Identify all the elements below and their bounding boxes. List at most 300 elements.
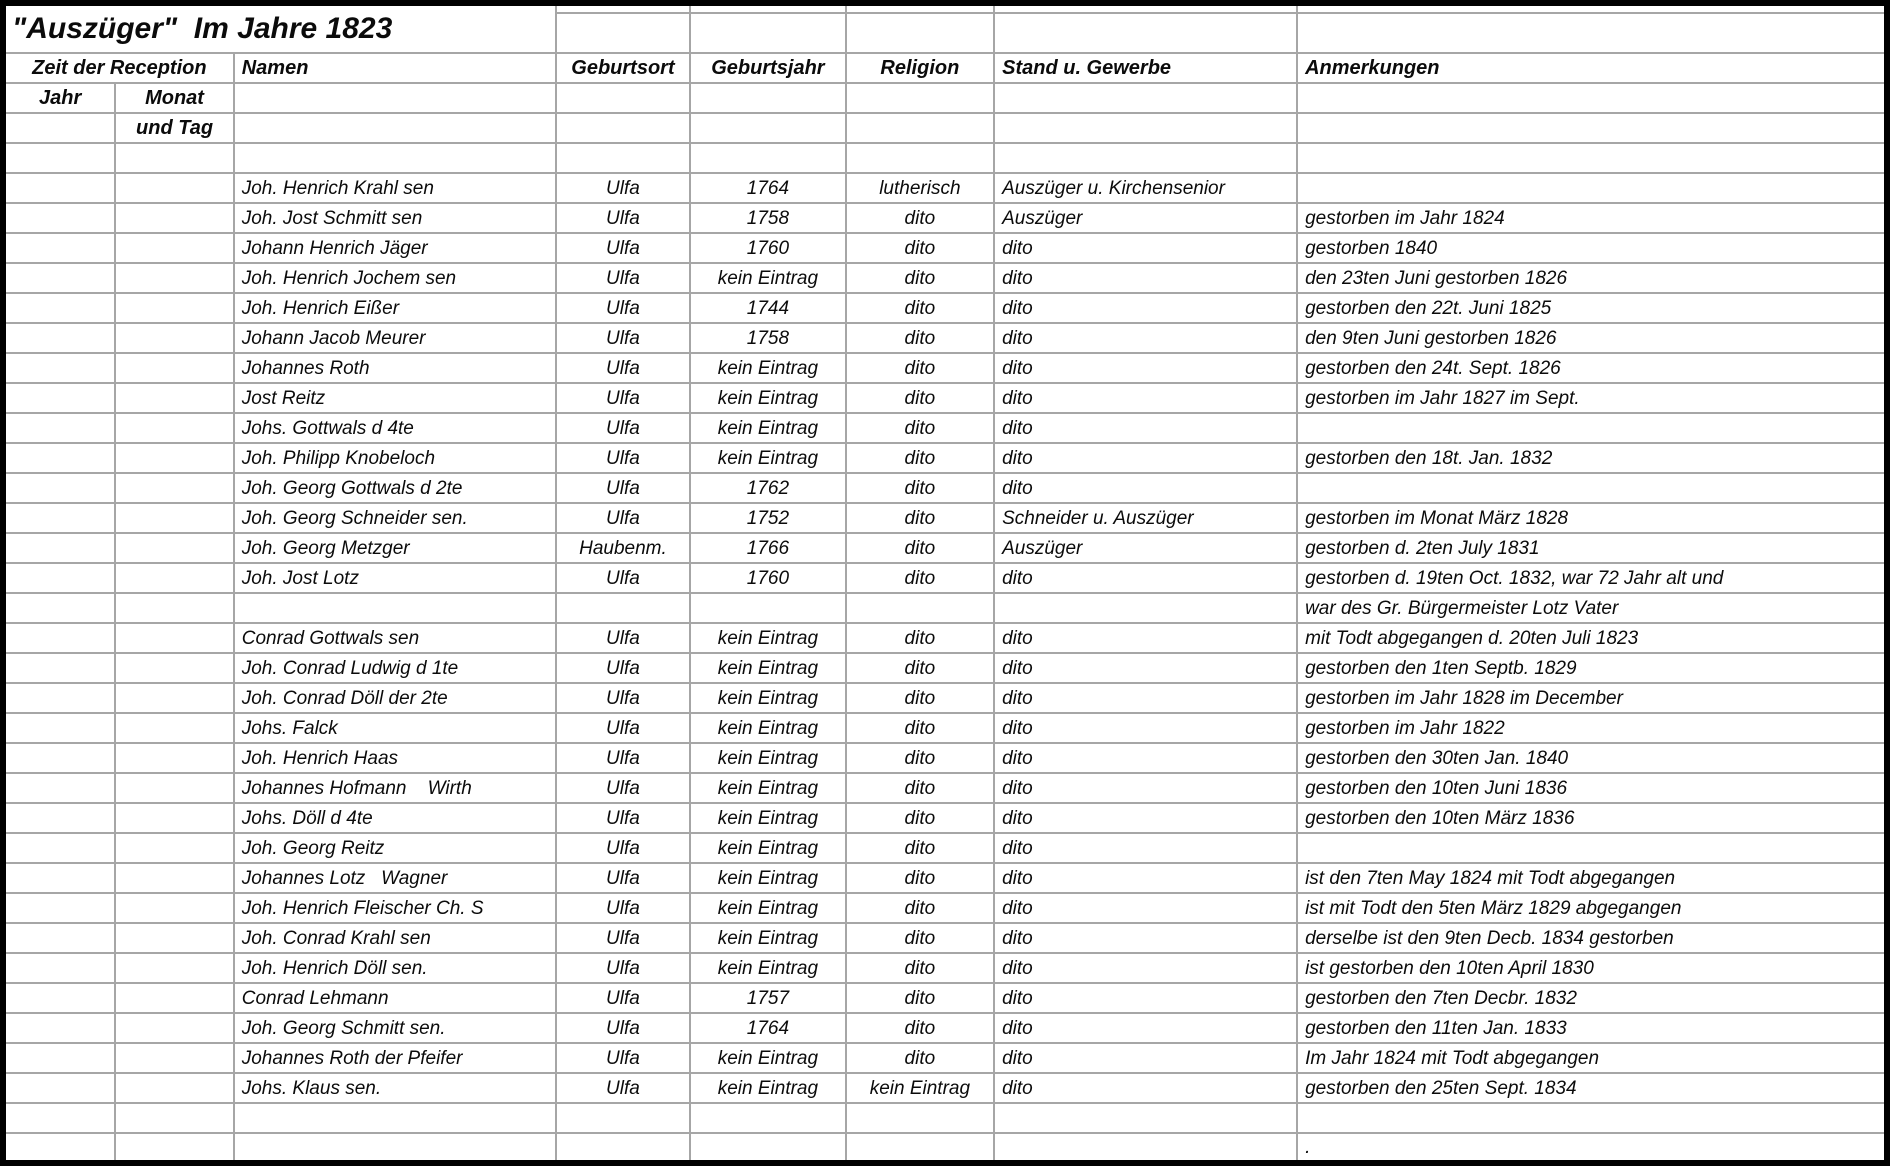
cell-geburtsjahr: kein Eintrag bbox=[690, 653, 845, 683]
cell-geburtsort: Ulfa bbox=[556, 713, 690, 743]
cell-stand-u-gewerbe: dito bbox=[994, 683, 1297, 713]
cell-jahr bbox=[3, 953, 115, 983]
cell-namen: Joh. Georg Gottwals d 2te bbox=[234, 473, 556, 503]
table-row bbox=[3, 323, 1887, 353]
cell-religion: dito bbox=[846, 1043, 994, 1073]
table-row bbox=[3, 653, 1887, 683]
cell-geburtsort: Ulfa bbox=[556, 623, 690, 653]
cell-namen: Joh. Jost Lotz bbox=[234, 563, 556, 593]
cell-religion: dito bbox=[846, 203, 994, 233]
spacer-row bbox=[3, 143, 1887, 173]
cell-jahr bbox=[3, 1103, 115, 1133]
cell-anmerkungen: gestorben den 10ten März 1836 bbox=[1297, 803, 1887, 833]
cell-jahr bbox=[3, 293, 115, 323]
cell-geburtsjahr bbox=[690, 1103, 845, 1133]
cell-anmerkungen: gestorben den 22t. Juni 1825 bbox=[1297, 293, 1887, 323]
cell-geburtsort: Ulfa bbox=[556, 353, 690, 383]
cell-anmerkungen: gestorben d. 2ten July 1831 bbox=[1297, 533, 1887, 563]
column-header-zeit-der-reception: Zeit der Reception bbox=[3, 53, 234, 83]
cell-geburtsjahr: 1764 bbox=[690, 1013, 845, 1043]
cell-geburtsort: Ulfa bbox=[556, 203, 690, 233]
cell-jahr bbox=[3, 923, 115, 953]
cell-stand-u-gewerbe: dito bbox=[994, 1073, 1297, 1103]
cell-geburtsjahr: kein Eintrag bbox=[690, 953, 845, 983]
cell-namen: Johannes Roth der Pfeifer bbox=[234, 1043, 556, 1073]
cell-religion: dito bbox=[846, 293, 994, 323]
cell-anmerkungen: gestorben im Jahr 1822 bbox=[1297, 713, 1887, 743]
cell-geburtsort: Ulfa bbox=[556, 863, 690, 893]
cell-geburtsjahr bbox=[690, 1133, 845, 1163]
cell-stand-u-gewerbe: dito bbox=[994, 323, 1297, 353]
cell-geburtsort: Ulfa bbox=[556, 953, 690, 983]
cell-geburtsort: Ulfa bbox=[556, 743, 690, 773]
cell-anmerkungen: den 23ten Juni gestorben 1826 bbox=[1297, 263, 1887, 293]
cell-anmerkungen bbox=[1297, 473, 1887, 503]
table-row bbox=[3, 923, 1887, 953]
cell-stand-u-gewerbe: Schneider u. Auszüger bbox=[994, 503, 1297, 533]
cell-religion: dito bbox=[846, 623, 994, 653]
cell-namen: Joh. Georg Schmitt sen. bbox=[234, 1013, 556, 1043]
table-row bbox=[3, 803, 1887, 833]
cell-religion: dito bbox=[846, 263, 994, 293]
sheet-title: "Auszüger" Im Jahre 1823 bbox=[3, 3, 556, 53]
cell-religion: dito bbox=[846, 953, 994, 983]
cell-geburtsjahr: kein Eintrag bbox=[690, 743, 845, 773]
cell-namen: Johann Henrich Jäger bbox=[234, 233, 556, 263]
cell-monat-und-tag bbox=[115, 863, 233, 893]
cell-geburtsjahr: 1760 bbox=[690, 233, 845, 263]
cell-stand-u-gewerbe: dito bbox=[994, 863, 1297, 893]
cell-religion: dito bbox=[846, 833, 994, 863]
cell-monat-und-tag bbox=[115, 983, 233, 1013]
cell-religion: dito bbox=[846, 923, 994, 953]
cell-geburtsjahr: kein Eintrag bbox=[690, 893, 845, 923]
cell-jahr bbox=[3, 173, 115, 203]
table-row bbox=[3, 263, 1887, 293]
cell-geburtsort: Ulfa bbox=[556, 653, 690, 683]
cell-monat-und-tag bbox=[115, 593, 233, 623]
cell-geburtsjahr: kein Eintrag bbox=[690, 1043, 845, 1073]
cell-monat-und-tag bbox=[115, 443, 233, 473]
cell-monat-und-tag bbox=[115, 773, 233, 803]
cell-geburtsjahr: 1766 bbox=[690, 533, 845, 563]
cell-jahr bbox=[3, 833, 115, 863]
cell-stand-u-gewerbe: dito bbox=[994, 563, 1297, 593]
column-header-row bbox=[3, 53, 1887, 83]
cell-geburtsort: Ulfa bbox=[556, 263, 690, 293]
cell-religion: dito bbox=[846, 533, 994, 563]
cell-geburtsort: Ulfa bbox=[556, 923, 690, 953]
column-header-geburtsort: Geburtsort bbox=[556, 53, 690, 83]
subheader-row-jahr-monat bbox=[3, 83, 1887, 113]
empty-cell bbox=[994, 3, 1297, 13]
empty-cell bbox=[115, 143, 233, 173]
cell-geburtsjahr: kein Eintrag bbox=[690, 713, 845, 743]
cell-religion: dito bbox=[846, 773, 994, 803]
empty-cell bbox=[690, 143, 845, 173]
cell-namen bbox=[234, 593, 556, 623]
cell-namen: Johannes Lotz Wagner bbox=[234, 863, 556, 893]
cell-jahr bbox=[3, 623, 115, 653]
empty-cell bbox=[234, 143, 556, 173]
cell-namen: Joh. Georg Metzger bbox=[234, 533, 556, 563]
cell-geburtsort: Ulfa bbox=[556, 803, 690, 833]
cell-monat-und-tag bbox=[115, 923, 233, 953]
cell-stand-u-gewerbe: dito bbox=[994, 833, 1297, 863]
table-row bbox=[3, 1133, 1887, 1163]
cell-geburtsjahr: kein Eintrag bbox=[690, 623, 845, 653]
cell-anmerkungen: Im Jahr 1824 mit Todt abgegangen bbox=[1297, 1043, 1887, 1073]
table-row bbox=[3, 413, 1887, 443]
cell-monat-und-tag bbox=[115, 1103, 233, 1133]
cell-geburtsort: Ulfa bbox=[556, 683, 690, 713]
cell-geburtsjahr: kein Eintrag bbox=[690, 863, 845, 893]
cell-jahr bbox=[3, 563, 115, 593]
table-body bbox=[3, 173, 1887, 1163]
cell-geburtsjahr: 1760 bbox=[690, 563, 845, 593]
cell-monat-und-tag bbox=[115, 383, 233, 413]
cell-monat-und-tag bbox=[115, 503, 233, 533]
cell-geburtsjahr: kein Eintrag bbox=[690, 413, 845, 443]
cell-anmerkungen bbox=[1297, 833, 1887, 863]
cell-stand-u-gewerbe: dito bbox=[994, 713, 1297, 743]
cell-stand-u-gewerbe: dito bbox=[994, 893, 1297, 923]
cell-anmerkungen: gestorben den 18t. Jan. 1832 bbox=[1297, 443, 1887, 473]
cell-namen: Joh. Henrich Jochem sen bbox=[234, 263, 556, 293]
table-row bbox=[3, 1103, 1887, 1133]
cell-geburtsjahr: kein Eintrag bbox=[690, 803, 845, 833]
cell-stand-u-gewerbe: dito bbox=[994, 263, 1297, 293]
cell-geburtsort: Ulfa bbox=[556, 413, 690, 443]
cell-namen: Joh. Conrad Ludwig d 1te bbox=[234, 653, 556, 683]
cell-namen: Joh. Henrich Krahl sen bbox=[234, 173, 556, 203]
cell-stand-u-gewerbe: Auszüger bbox=[994, 203, 1297, 233]
cell-jahr bbox=[3, 323, 115, 353]
cell-monat-und-tag bbox=[115, 1013, 233, 1043]
cell-jahr bbox=[3, 983, 115, 1013]
cell-stand-u-gewerbe: Auszüger u. Kirchensenior bbox=[994, 173, 1297, 203]
column-header-religion: Religion bbox=[846, 53, 994, 83]
cell-geburtsjahr: kein Eintrag bbox=[690, 443, 845, 473]
cell-religion: dito bbox=[846, 413, 994, 443]
subheader-row-und-tag bbox=[3, 113, 1887, 143]
cell-monat-und-tag bbox=[115, 353, 233, 383]
empty-cell bbox=[556, 3, 690, 13]
cell-anmerkungen: gestorben den 25ten Sept. 1834 bbox=[1297, 1073, 1887, 1103]
cell-namen: Johs. Gottwals d 4te bbox=[234, 413, 556, 443]
cell-geburtsjahr: 1758 bbox=[690, 203, 845, 233]
cell-monat-und-tag bbox=[115, 743, 233, 773]
cell-stand-u-gewerbe: dito bbox=[994, 803, 1297, 833]
cell-monat-und-tag bbox=[115, 803, 233, 833]
cell-religion: dito bbox=[846, 683, 994, 713]
cell-geburtsjahr: kein Eintrag bbox=[690, 683, 845, 713]
cell-religion bbox=[846, 1133, 994, 1163]
cell-anmerkungen: ist den 7ten May 1824 mit Todt abgegangen bbox=[1297, 863, 1887, 893]
cell-anmerkungen: ist mit Todt den 5ten März 1829 abgegangen bbox=[1297, 893, 1887, 923]
cell-jahr bbox=[3, 773, 115, 803]
cell-stand-u-gewerbe: dito bbox=[994, 653, 1297, 683]
empty-cell bbox=[556, 113, 690, 143]
table-row bbox=[3, 173, 1887, 203]
cell-geburtsjahr: kein Eintrag bbox=[690, 353, 845, 383]
cell-geburtsort: Haubenm. bbox=[556, 533, 690, 563]
cell-geburtsort: Ulfa bbox=[556, 773, 690, 803]
cell-namen: Joh. Georg Schneider sen. bbox=[234, 503, 556, 533]
empty-cell bbox=[556, 83, 690, 113]
cell-namen: Johs. Falck bbox=[234, 713, 556, 743]
cell-anmerkungen: gestorben 1840 bbox=[1297, 233, 1887, 263]
cell-anmerkungen: gestorben den 1ten Septb. 1829 bbox=[1297, 653, 1887, 683]
cell-geburtsjahr: kein Eintrag bbox=[690, 923, 845, 953]
empty-cell bbox=[234, 83, 556, 113]
cell-anmerkungen: gestorben im Monat März 1828 bbox=[1297, 503, 1887, 533]
cell-geburtsjahr bbox=[690, 593, 845, 623]
empty-cell bbox=[690, 113, 845, 143]
cell-monat-und-tag bbox=[115, 293, 233, 323]
cell-namen: Joh. Georg Reitz bbox=[234, 833, 556, 863]
cell-jahr bbox=[3, 203, 115, 233]
cell-religion: dito bbox=[846, 1013, 994, 1043]
cell-stand-u-gewerbe: dito bbox=[994, 233, 1297, 263]
cell-religion bbox=[846, 593, 994, 623]
cell-anmerkungen: gestorben den 7ten Decbr. 1832 bbox=[1297, 983, 1887, 1013]
cell-jahr bbox=[3, 893, 115, 923]
empty-cell bbox=[556, 13, 690, 53]
cell-religion: kein Eintrag bbox=[846, 1073, 994, 1103]
empty-cell bbox=[1297, 143, 1887, 173]
column-header-anmerkungen: Anmerkungen bbox=[1297, 53, 1887, 83]
cell-geburtsjahr: 1744 bbox=[690, 293, 845, 323]
cell-geburtsort: Ulfa bbox=[556, 833, 690, 863]
cell-geburtsjahr: 1752 bbox=[690, 503, 845, 533]
cell-jahr bbox=[3, 863, 115, 893]
cell-religion: dito bbox=[846, 233, 994, 263]
cell-jahr bbox=[3, 533, 115, 563]
column-header-stand-u-gewerbe: Stand u. Gewerbe bbox=[994, 53, 1297, 83]
cell-namen bbox=[234, 1103, 556, 1133]
cell-jahr bbox=[3, 383, 115, 413]
cell-stand-u-gewerbe: dito bbox=[994, 413, 1297, 443]
cell-stand-u-gewerbe bbox=[994, 593, 1297, 623]
cell-namen: Joh. Henrich Haas bbox=[234, 743, 556, 773]
cell-jahr bbox=[3, 263, 115, 293]
empty-cell bbox=[690, 83, 845, 113]
cell-anmerkungen: war des Gr. Bürgermeister Lotz Vater bbox=[1297, 593, 1887, 623]
title-row-sliver bbox=[3, 3, 1887, 13]
table-row bbox=[3, 863, 1887, 893]
table-row bbox=[3, 383, 1887, 413]
cell-monat-und-tag bbox=[115, 533, 233, 563]
cell-monat-und-tag bbox=[115, 653, 233, 683]
cell-geburtsjahr: kein Eintrag bbox=[690, 833, 845, 863]
table-row bbox=[3, 1073, 1887, 1103]
table-row bbox=[3, 1013, 1887, 1043]
cell-stand-u-gewerbe: dito bbox=[994, 953, 1297, 983]
cell-monat-und-tag bbox=[115, 173, 233, 203]
table-row bbox=[3, 533, 1887, 563]
cell-namen: Jost Reitz bbox=[234, 383, 556, 413]
empty-cell bbox=[846, 3, 994, 13]
table-row bbox=[3, 233, 1887, 263]
cell-geburtsort: Ulfa bbox=[556, 563, 690, 593]
cell-geburtsort bbox=[556, 593, 690, 623]
cell-religion: dito bbox=[846, 353, 994, 383]
cell-jahr bbox=[3, 593, 115, 623]
cell-jahr bbox=[3, 1043, 115, 1073]
table-row bbox=[3, 773, 1887, 803]
cell-religion: dito bbox=[846, 563, 994, 593]
cell-namen: Johannes Hofmann Wirth bbox=[234, 773, 556, 803]
cell-geburtsort: Ulfa bbox=[556, 323, 690, 353]
cell-monat-und-tag bbox=[115, 323, 233, 353]
cell-monat-und-tag bbox=[115, 1073, 233, 1103]
empty-cell bbox=[556, 143, 690, 173]
empty-cell bbox=[846, 13, 994, 53]
cell-geburtsort: Ulfa bbox=[556, 503, 690, 533]
cell-geburtsort: Ulfa bbox=[556, 983, 690, 1013]
cell-geburtsort: Ulfa bbox=[556, 383, 690, 413]
cell-namen: Johs. Klaus sen. bbox=[234, 1073, 556, 1103]
cell-stand-u-gewerbe: dito bbox=[994, 743, 1297, 773]
cell-stand-u-gewerbe: dito bbox=[994, 1043, 1297, 1073]
cell-jahr bbox=[3, 503, 115, 533]
cell-jahr bbox=[3, 683, 115, 713]
cell-jahr bbox=[3, 1133, 115, 1163]
cell-religion: dito bbox=[846, 323, 994, 353]
cell-stand-u-gewerbe: dito bbox=[994, 383, 1297, 413]
empty-cell bbox=[994, 113, 1297, 143]
column-header-namen: Namen bbox=[234, 53, 556, 83]
cell-geburtsort: Ulfa bbox=[556, 173, 690, 203]
cell-stand-u-gewerbe: dito bbox=[994, 773, 1297, 803]
cell-namen: Joh. Henrich Eißer bbox=[234, 293, 556, 323]
cell-stand-u-gewerbe: dito bbox=[994, 443, 1297, 473]
cell-religion: dito bbox=[846, 443, 994, 473]
cell-religion: dito bbox=[846, 803, 994, 833]
cell-namen: Conrad Lehmann bbox=[234, 983, 556, 1013]
cell-religion bbox=[846, 1103, 994, 1133]
cell-anmerkungen bbox=[1297, 1103, 1887, 1133]
cell-geburtsjahr: kein Eintrag bbox=[690, 773, 845, 803]
cell-religion: dito bbox=[846, 863, 994, 893]
empty-cell bbox=[1297, 113, 1887, 143]
cell-religion: dito bbox=[846, 713, 994, 743]
cell-geburtsort: Ulfa bbox=[556, 893, 690, 923]
subheader-jahr: Jahr bbox=[3, 83, 115, 113]
cell-religion: dito bbox=[846, 503, 994, 533]
cell-monat-und-tag bbox=[115, 623, 233, 653]
cell-namen bbox=[234, 1133, 556, 1163]
cell-jahr bbox=[3, 233, 115, 263]
cell-anmerkungen: gestorben im Jahr 1828 im December bbox=[1297, 683, 1887, 713]
cell-anmerkungen bbox=[1297, 173, 1887, 203]
cell-geburtsjahr: 1764 bbox=[690, 173, 845, 203]
column-header-geburtsjahr: Geburtsjahr bbox=[690, 53, 845, 83]
cell-namen: Johs. Döll d 4te bbox=[234, 803, 556, 833]
cell-namen: Joh. Jost Schmitt sen bbox=[234, 203, 556, 233]
cell-geburtsort: Ulfa bbox=[556, 1043, 690, 1073]
cell-geburtsort: Ulfa bbox=[556, 1073, 690, 1103]
cell-jahr bbox=[3, 473, 115, 503]
cell-geburtsjahr: kein Eintrag bbox=[690, 383, 845, 413]
cell-religion: dito bbox=[846, 383, 994, 413]
cell-geburtsort: Ulfa bbox=[556, 293, 690, 323]
cell-anmerkungen bbox=[1297, 413, 1887, 443]
cell-monat-und-tag bbox=[115, 203, 233, 233]
table-row bbox=[3, 953, 1887, 983]
cell-anmerkungen: den 9ten Juni gestorben 1826 bbox=[1297, 323, 1887, 353]
cell-geburtsort: Ulfa bbox=[556, 473, 690, 503]
cell-namen: Joh. Henrich Fleischer Ch. S bbox=[234, 893, 556, 923]
cell-monat-und-tag bbox=[115, 233, 233, 263]
cell-geburtsjahr: 1758 bbox=[690, 323, 845, 353]
table-row bbox=[3, 503, 1887, 533]
cell-religion: dito bbox=[846, 893, 994, 923]
empty-cell bbox=[690, 13, 845, 53]
cell-jahr bbox=[3, 803, 115, 833]
cell-monat-und-tag bbox=[115, 1133, 233, 1163]
empty-cell bbox=[690, 3, 845, 13]
cell-jahr bbox=[3, 1013, 115, 1043]
cell-jahr bbox=[3, 413, 115, 443]
cell-stand-u-gewerbe bbox=[994, 1133, 1297, 1163]
cell-geburtsort bbox=[556, 1133, 690, 1163]
table-row bbox=[3, 743, 1887, 773]
table-row bbox=[3, 833, 1887, 863]
cell-stand-u-gewerbe: dito bbox=[994, 473, 1297, 503]
cell-monat-und-tag bbox=[115, 473, 233, 503]
cell-geburtsjahr: 1757 bbox=[690, 983, 845, 1013]
cell-monat-und-tag bbox=[115, 713, 233, 743]
cell-anmerkungen: gestorben im Jahr 1824 bbox=[1297, 203, 1887, 233]
cell-anmerkungen: ist gestorben den 10ten April 1830 bbox=[1297, 953, 1887, 983]
table-row bbox=[3, 893, 1887, 923]
cell-namen: Joh. Conrad Krahl sen bbox=[234, 923, 556, 953]
cell-geburtsjahr: kein Eintrag bbox=[690, 1073, 845, 1103]
cell-monat-und-tag bbox=[115, 683, 233, 713]
cell-geburtsjahr: kein Eintrag bbox=[690, 263, 845, 293]
cell-religion: dito bbox=[846, 983, 994, 1013]
cell-anmerkungen: derselbe ist den 9ten Decb. 1834 gestorben bbox=[1297, 923, 1887, 953]
table-row bbox=[3, 563, 1887, 593]
cell-stand-u-gewerbe: Auszüger bbox=[994, 533, 1297, 563]
cell-namen: Joh. Henrich Döll sen. bbox=[234, 953, 556, 983]
empty-cell bbox=[1297, 83, 1887, 113]
cell-religion: lutherisch bbox=[846, 173, 994, 203]
cell-anmerkungen: gestorben den 30ten Jan. 1840 bbox=[1297, 743, 1887, 773]
table-row bbox=[3, 623, 1887, 653]
cell-geburtsort: Ulfa bbox=[556, 443, 690, 473]
cell-geburtsort bbox=[556, 1103, 690, 1133]
cell-namen: Conrad Gottwals sen bbox=[234, 623, 556, 653]
empty-cell bbox=[846, 143, 994, 173]
cell-geburtsort: Ulfa bbox=[556, 233, 690, 263]
cell-jahr bbox=[3, 353, 115, 383]
table-row bbox=[3, 473, 1887, 503]
subheader-monat: Monat bbox=[115, 83, 233, 113]
cell-jahr bbox=[3, 1073, 115, 1103]
empty-cell bbox=[3, 113, 115, 143]
cell-monat-und-tag bbox=[115, 413, 233, 443]
cell-anmerkungen: mit Todt abgegangen d. 20ten Juli 1823 bbox=[1297, 623, 1887, 653]
cell-religion: dito bbox=[846, 653, 994, 683]
cell-anmerkungen: gestorben im Jahr 1827 im Sept. bbox=[1297, 383, 1887, 413]
cell-monat-und-tag bbox=[115, 893, 233, 923]
cell-anmerkungen: gestorben den 11ten Jan. 1833 bbox=[1297, 1013, 1887, 1043]
cell-monat-und-tag bbox=[115, 833, 233, 863]
table-row bbox=[3, 203, 1887, 233]
